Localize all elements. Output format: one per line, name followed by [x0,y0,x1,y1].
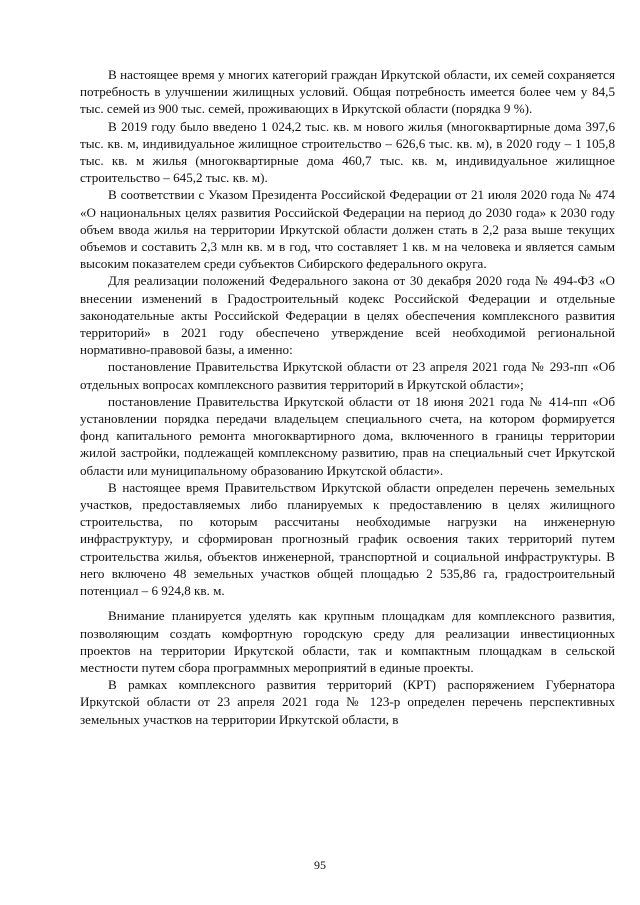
paragraph-housing-2019-2020: В 2019 году было введено 1 024,2 тыс. кв. м нового жилья (многоквартирные дома 397,6 тыс. кв. м, индивидуальное жилищное строительство – 626,6 тыс. кв. м), в 2020 году – 1 105,8 тыс. кв. м жилья (многоквартирные дома 460,7 тыс. кв. м, индивидуальное жилищное строительство – 645,2 тыс. кв. м). [80,118,615,186]
paragraph-resolution-293: постановление Правительства Иркутской области от 23 апреля 2021 года № 293-пп «Об отдельных вопросах комплексного развития территорий в Иркутской области»; [80,359,615,392]
paragraph-land-plots: В настоящее время Правительством Иркутской области определен перечень земельных участков, предоставляемых либо планируемых к предоставлению в целях жилищного строительства, по которым рассчитаны необходимые нагрузки на инженерную инфраструктуру, и сформирован прогнозный график освоения таких территорий путем строительства жилья, объектов инженерной, транспортной и социальной инфраструктуры. В него включено 48 земельных участков общей площадью 2 535,86 га, градостроительный потенциал – 6 924,8 кв. м. [80,479,615,599]
paragraph-presidential-decree: В соответствии с Указом Президента Российской Федерации от 21 июля 2020 года № 474 «О национальных целях развития Российской Федерации на период до 2030 года» к 2030 году объем ввода жилья на территории Иркутской области должен стать в 2,2 раза выше текущих объемов и составить 2,3 млн кв. м в год, что составляет 1 кв. м на человека и является самым высоким показателем среди субъектов Сибирского федерального округа. [80,187,615,272]
paragraph-krt-order: В рамках комплексного развития территорий (КРТ) распоряжением Губернатора Иркутской области от 23 апреля 2021 года № 123-р определен перечень перспективных земельных участков на территории Иркутской области, в [80,677,615,727]
paragraph-resolution-414: постановление Правительства Иркутской области от 18 июня 2021 года № 414-пп «Об установлении порядка передачи владельцем специального счета, на котором формируется фонд капитального ремонта многоквартирного дома, включенного в границы территории жилой застройки, подлежащей комплексному развитию, прав на специальный счет Иркутской области или муниципальному образованию Иркутской области». [80,393,615,478]
paragraph-development-sites: Внимание планируется уделять как крупным площадкам для комплексного развития, позволяющим создать комфортную городскую среду для реализации инвестиционных проектов на территории Иркутской области, так и компактным площадкам в сельской местности путем сбора программных мероприятий в единые проекты. [80,608,615,675]
paragraph-housing-demand: В настоящее время у многих категорий граждан Иркутской области, их семей сохраняется потребность в улучшении жилищных условий. Общая потребность имеется более чем у 84,5 тыс. семей из 900 тыс. семей, проживающих в Иркутской области (порядка 9 %). [80,67,615,117]
page-number: 95 [314,858,326,872]
paragraph-federal-law: Для реализации положений Федерального закона от 30 декабря 2020 года № 494-ФЗ «О внесении изменений в Градостроительный кодекс Российской Федерации и отдельные законодательные акты Российской Федерации в целях обеспечения комплексного развития территорий» в 2021 году обеспечено утверждение всей необходимой региональной нормативно-правовой базы, а именно: [80,273,615,358]
